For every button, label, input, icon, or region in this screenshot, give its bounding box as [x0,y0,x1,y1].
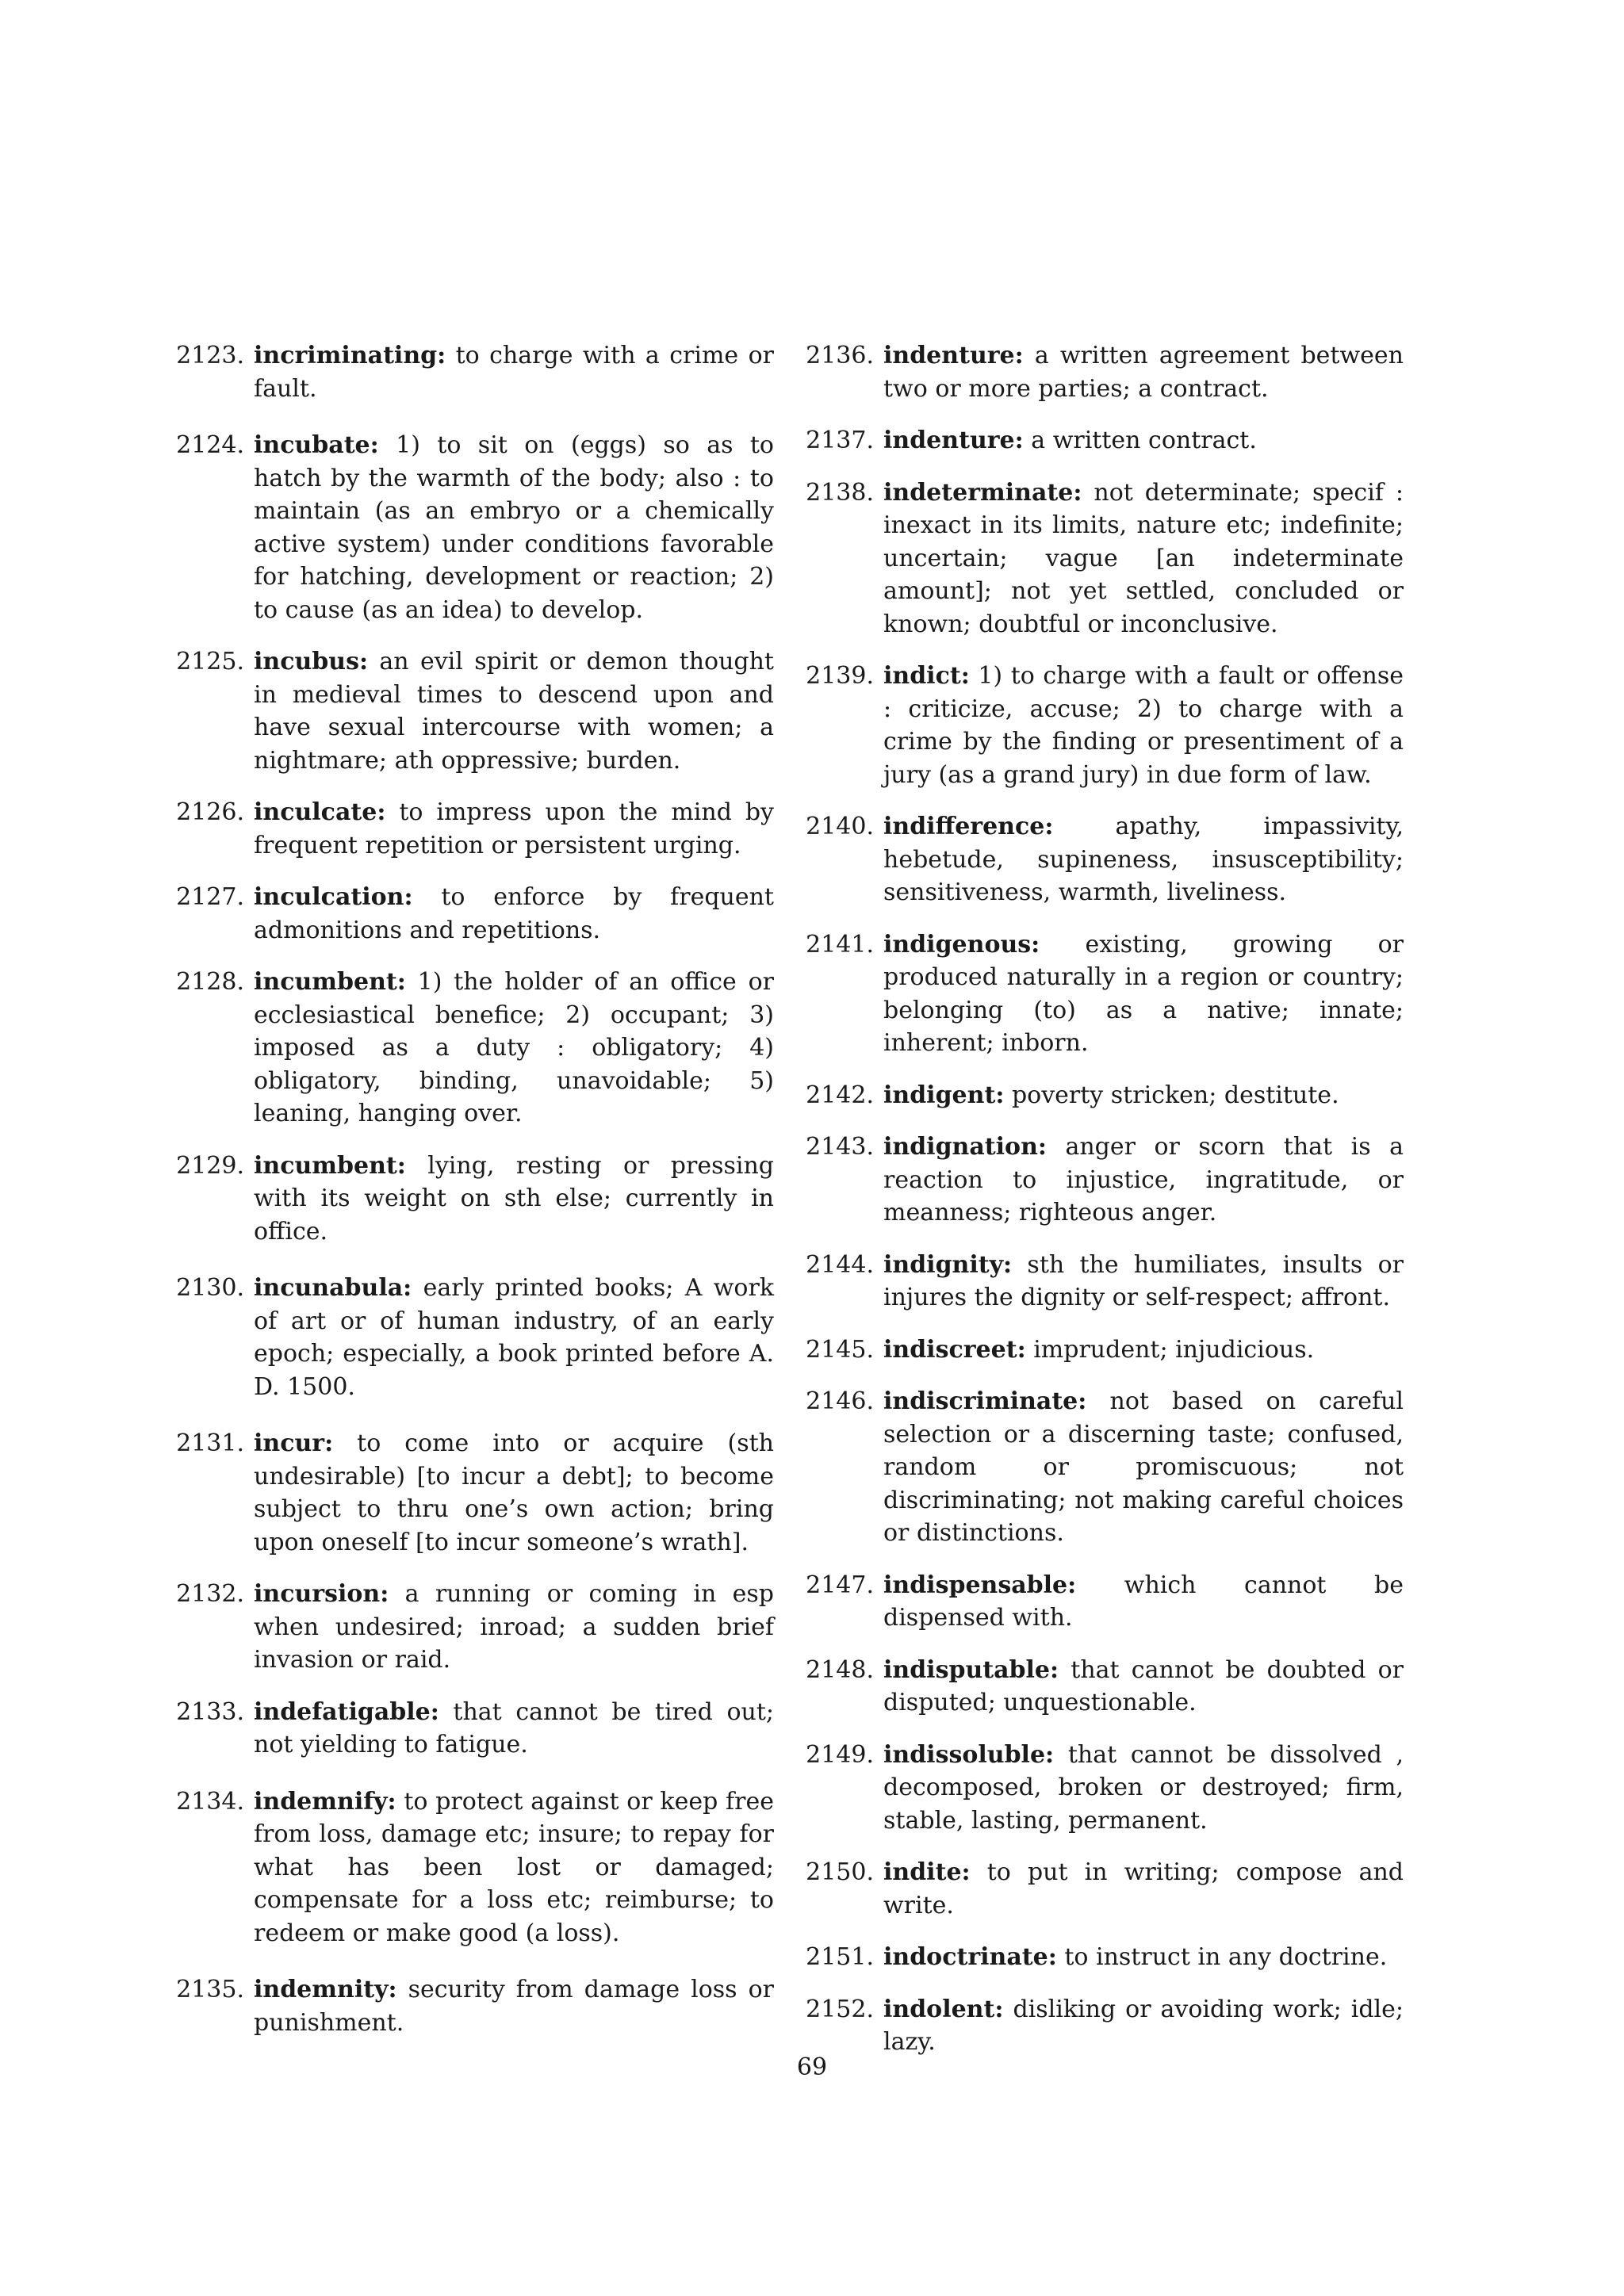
entry-number: 2143. [806,1133,874,1161]
entry-term: indict: [883,662,970,690]
entry-definition: a written contract. [1031,427,1257,454]
entry-definition: to charge with a crime or fault. [254,342,774,403]
entry-term: indemnify: [254,1787,396,1816]
entry-number: 2127. [176,883,244,911]
entry-2138 [801,476,1404,641]
entry-definition: 1) to sit on (eggs) so as to hatch by the warmth of the body; also : to maintain (as an embryo or a chemically active system) under conditions favorable for hatching, development or reaction; 2) to cause (as an idea) to develop. [254,431,774,624]
entry-number: 2128. [176,968,244,996]
entry-2135 [171,1973,774,2039]
entry-number: 2148. [806,1655,874,1684]
entry-term: indigenous: [883,930,1040,959]
entry-definition: anger or scorn that is a reaction to injustice, ingratitude, or meanness; righteous anger. [883,1133,1404,1226]
entry-number: 2145. [806,1335,874,1364]
entry-number: 2140. [806,813,874,840]
entry-definition: to impress upon the mind by frequent repetition or persistent urging. [254,798,774,859]
entry-2124 [171,429,774,626]
entry-2146 [801,1385,1404,1550]
entry-term: inculcate: [254,798,386,826]
entry-definition: imprudent; injudicious. [1033,1335,1315,1364]
entry-term: indemnity: [254,1976,397,2003]
entry-2145 [801,1334,1404,1367]
entry-number: 2146. [806,1387,874,1415]
entry-term: indefatigable: [254,1697,439,1726]
entry-number: 2131. [176,1429,244,1457]
entry-number: 2147. [806,1571,874,1599]
entry-2150 [801,1856,1404,1922]
entry-2144 [801,1249,1404,1314]
entry-definition: apathy, impassivity, hebetude, supineness, insusceptibility; sensitiveness, warmth, liveliness. [883,813,1404,906]
entry-term: incriminating: [254,342,446,369]
entry-number: 2134. [176,1787,244,1816]
entry-2132 [171,1578,774,1677]
entry-number: 2124. [176,431,244,459]
entry-2134 [171,1785,774,1950]
entry-definition: lying, resting or pressing with its weight on sth else; currently in office. [254,1151,774,1246]
entry-term: incumbent: [254,1151,406,1180]
entry-definition: not determinate; specif : inexact in its limits, nature etc; indefinite; uncertain; vague [an indeterminate amount]; not yet settled, concluded or known; doubtful or inconclusive. [883,478,1404,638]
entry-definition: security from damage loss or punishment. [254,1976,774,2037]
entry-term: indignation: [883,1133,1047,1161]
entry-number: 2126. [176,798,244,826]
entry-2137 [801,424,1404,457]
entry-2131 [171,1427,774,1559]
entry-term: indiscriminate: [883,1387,1087,1415]
right-column [801,339,1404,2059]
entry-number: 2123. [176,342,244,369]
entry-term: indenture: [883,427,1024,454]
entry-term: indoctrinate: [883,1943,1057,1971]
entry-definition: disliking or avoiding work; idle; lazy. [883,1995,1404,2056]
entry-2149 [801,1739,1404,1838]
entry-definition: that cannot be tired out; not yielding to fatigue. [254,1697,774,1758]
entry-definition: 1) the holder of an office or ecclesiastical benefice; 2) occupant; 3) imposed as a duty : obligatory; 4) obligatory, binding, unavoidable; 5) leaning, hanging over. [254,968,774,1127]
entry-number: 2130. [176,1274,244,1302]
entry-2136 [801,339,1404,405]
entry-term: inculcation: [254,883,413,911]
entry-number: 2141. [806,930,874,959]
entry-definition: an evil spirit or demon thought in medieval times to descend upon and have sexual intercourse with women; a nightmare; ath oppressive; burden. [254,648,774,775]
entry-definition: not based on careful selection or a discerning taste; confused, random or promiscuous; not discriminating; not making careful choices or distinctions. [883,1387,1404,1547]
page-number: 69 [796,2053,828,2081]
entry-2126 [171,796,774,862]
entry-term: incumbent: [254,968,406,996]
entry-term: indisputable: [883,1655,1059,1684]
entry-2141 [801,928,1404,1060]
entry-2152 [801,1993,1404,2059]
entry-number: 2138. [806,478,874,507]
entry-2139 [801,660,1404,791]
entry-term: indiscreet: [883,1335,1026,1364]
entry-number: 2151. [806,1943,874,1971]
entry-number: 2142. [806,1081,874,1109]
entry-definition: early printed books; A work of art or of human industry, of an early epoch; especially, a book printed before A. D. 1500. [254,1274,774,1401]
entry-definition: to instruct in any doctrine. [1064,1943,1388,1971]
entry-number: 2149. [806,1740,874,1769]
entry-number: 2144. [806,1250,874,1279]
entry-definition: to enforce by frequent admonitions and repetitions. [254,883,774,944]
entry-number: 2132. [176,1580,244,1608]
entry-definition: which cannot be dispensed with. [883,1571,1404,1632]
entry-term: indolent: [883,1995,1004,2023]
entry-term: incubus: [254,648,369,675]
entry-number: 2152. [806,1995,874,2023]
entry-2127 [171,881,774,947]
entry-number: 2133. [176,1697,244,1726]
entry-definition: existing, growing or produced naturally in a region or country; belonging (to) as a native; innate; inherent; inborn. [883,930,1404,1057]
entry-term: indispensable: [883,1571,1077,1599]
entry-number: 2125. [176,648,244,675]
entry-number: 2129. [176,1151,244,1180]
entry-term: incubate: [254,431,379,459]
left-column [171,339,774,2039]
entry-term: indite: [883,1858,971,1886]
entry-number: 2135. [176,1976,244,2003]
entry-2130 [171,1272,774,1403]
entry-2133 [171,1696,774,1762]
entry-2140 [801,810,1404,909]
entry-2151 [801,1941,1404,1974]
entry-2129 [171,1150,774,1249]
entry-definition: a running or coming in esp when undesired; inroad; a sudden brief invasion or raid. [254,1580,774,1674]
entry-number: 2136. [806,342,874,369]
entry-definition: to come into or acquire (sth undesirable) [to incur a debt]; to become subject to thru one’s own action; bring upon oneself [to incur someone’s wrath]. [254,1429,774,1556]
entry-definition: that cannot be doubted or disputed; unquestionable. [883,1655,1404,1716]
entry-term: indeterminate: [883,478,1082,507]
entry-2125 [171,645,774,777]
entry-term: indissoluble: [883,1740,1055,1769]
entry-definition: a written agreement between two or more parties; a contract. [883,342,1404,403]
entry-number: 2137. [806,427,874,454]
entry-term: incur: [254,1429,334,1457]
entry-2123 [171,339,774,405]
entry-number: 2139. [806,662,874,690]
entry-number: 2150. [806,1858,874,1886]
entry-definition: to protect against or keep free from loss, damage etc; insure; to repay for what has been lost or damaged; compensate for a loss etc; reimburse; to redeem or make good (a loss). [254,1787,774,1947]
entry-2128 [171,966,774,1131]
entry-term: indigent: [883,1081,1005,1109]
entry-2143 [801,1131,1404,1230]
entry-definition: that cannot be dissolved , decomposed, broken or destroyed; firm, stable, lasting, permanent. [883,1740,1404,1835]
entry-term: incunabula: [254,1274,412,1302]
entry-term: indenture: [883,342,1024,369]
entry-definition: sth the humiliates, insults or injures the dignity or self-respect; affront. [883,1250,1404,1311]
entry-2142 [801,1079,1404,1112]
entry-definition: 1) to charge with a fault or offense : criticize, accuse; 2) to charge with a crime by the finding or presentiment of a jury (as a grand jury) in due form of law. [883,662,1404,789]
entry-term: indignity: [883,1250,1013,1279]
entry-term: incursion: [254,1580,389,1608]
entry-2147 [801,1569,1404,1635]
entry-term: indifference: [883,813,1054,840]
entry-definition: poverty stricken; destitute. [1011,1081,1339,1109]
entry-definition: to put in writing; compose and write. [883,1858,1404,1919]
entry-2148 [801,1654,1404,1720]
